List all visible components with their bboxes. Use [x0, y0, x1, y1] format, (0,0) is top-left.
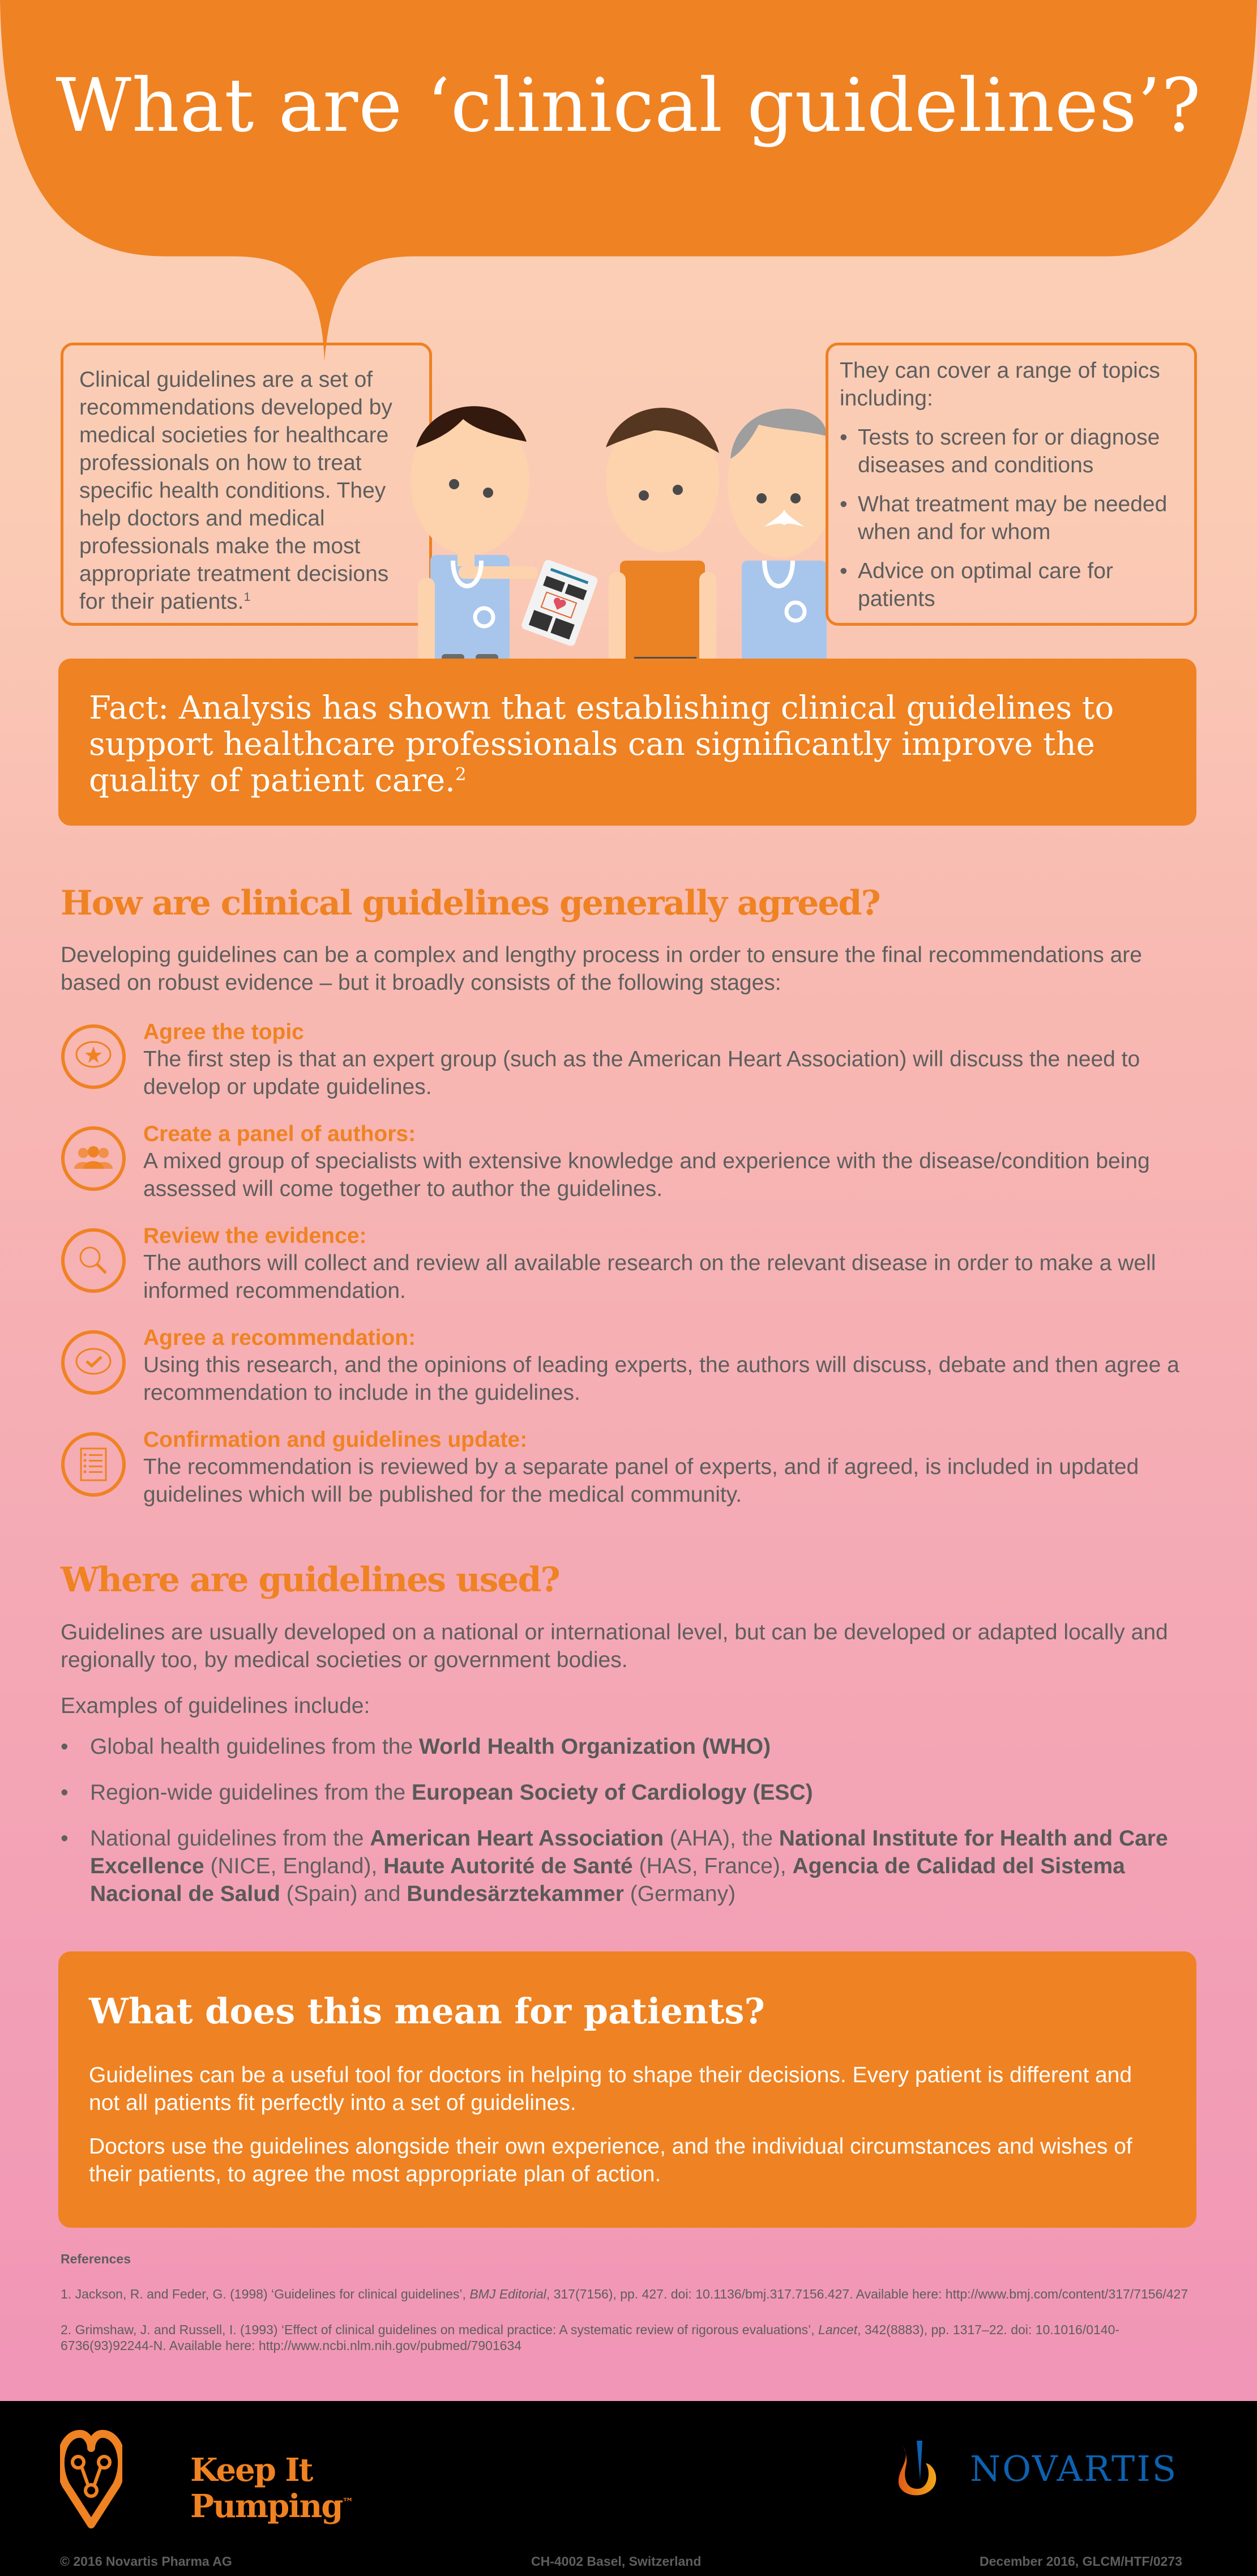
- example-item: [61, 1779, 1199, 1806]
- example-text: Region-wide guidelines from the: [90, 1780, 412, 1805]
- reference-text: , 342(8883), pp. 1317–22. doi: 10.1016/0140-6736(93)92244-N. Available here: http://www.ncbi.nlm.nih.gov/pubmed/7901634: [61, 2322, 1120, 2353]
- stage-agree-recommendation: [61, 1325, 1199, 1410]
- reference-text: 2. Grimshaw, J. and Russell, I. (1993) ‘Effect of clinical guidelines on medical practice: A systematic review of rigorous evaluations’,: [61, 2322, 819, 2337]
- stage-description: The first step is that an expert group (such as the American Heart Association) will discuss the need to develop or update guidelines.: [143, 1047, 1140, 1099]
- example-item: [61, 1733, 1199, 1761]
- stage-description: The recommendation is reviewed by a separate panel of experts, and if agreed, is included in updated guidelines which will be published for the medical community.: [143, 1455, 1139, 1507]
- patient-figure: [606, 408, 719, 663]
- organization-name: Haute Autorité de Santé: [383, 1854, 633, 1878]
- example-item: [61, 1825, 1199, 1908]
- wordmark-line: Keep It: [190, 2451, 313, 2489]
- topic-item: • Advice on optimal care for patients: [840, 557, 1183, 613]
- heart-circuit-icon: [60, 2423, 122, 2530]
- stage-title: Agree the topic: [143, 1020, 304, 1044]
- topics-box: [826, 343, 1197, 626]
- references-heading: References: [61, 2252, 131, 2266]
- doctor-senior-figure: [728, 409, 827, 663]
- header-banner: [0, 0, 1257, 362]
- novartis-logo: [892, 2438, 1209, 2500]
- journal-name: BMJ Editorial: [469, 2287, 546, 2301]
- organization-name: European Society of Cardiology (ESC): [411, 1780, 813, 1805]
- speech-bubble-shape: [0, 0, 1257, 362]
- stage-description: A mixed group of specialists with extensive knowledge and experience with the disease/condition being assessed will come together to author the guidelines.: [143, 1149, 1150, 1201]
- reference-marker: 1: [243, 590, 251, 604]
- stage-title: Agree a recommendation:: [143, 1326, 416, 1350]
- copyright-text: © 2016 Novartis Pharma AG: [60, 2554, 232, 2569]
- organization-name: Agencia de Calidad del Sistema Nacional de Salud: [90, 1854, 1125, 1906]
- patients-heading: What does this mean for patients?: [89, 1990, 765, 2032]
- stage-create-panel: [61, 1121, 1199, 1206]
- example-text: (HAS, France),: [632, 1854, 793, 1878]
- keep-it-pumping-wordmark: [190, 2452, 352, 2524]
- usage-heading: Where are guidelines used?: [61, 1560, 559, 1600]
- fact-callout: [58, 659, 1196, 826]
- stage-review-evidence: [61, 1223, 1199, 1308]
- patients-callout: [58, 1951, 1196, 2228]
- example-text: (Germany): [623, 1882, 736, 1906]
- reference-marker: 2: [455, 764, 467, 785]
- example-text: (NICE, England),: [204, 1854, 384, 1878]
- process-heading: How are clinical guidelines generally agreed?: [61, 883, 880, 923]
- topics-list: [840, 424, 1183, 613]
- topic-item: • What treatment may be needed when and for whom: [840, 490, 1183, 546]
- trademark-mark: ™: [342, 2495, 353, 2509]
- magnifier-icon: [61, 1228, 126, 1293]
- process-intro: Developing guidelines can be a complex and lengthy process in order to ensure the final recommendations are based on robust evidence – but it broadly consists of the following stages:: [61, 943, 1142, 995]
- stage-title: Create a panel of authors:: [143, 1122, 416, 1146]
- stage-description: Using this research, and the opinions of leading experts, the authors will discuss, debate and then agree a recommendation to include in the guidelines.: [143, 1353, 1179, 1405]
- doctors-patient-illustration: [396, 374, 827, 663]
- speech-star-icon: [61, 1024, 126, 1090]
- examples-lead: Examples of guidelines include:: [61, 1694, 370, 1718]
- reference-item: [61, 2286, 1199, 2302]
- reference-text: 1. Jackson, R. and Feder, G. (1998) ‘Guidelines for clinical guidelines’,: [61, 2287, 470, 2301]
- examples-list: [61, 1733, 1199, 1926]
- reference-text: , 317(7156), pp. 427. doi: 10.1136/bmj.317.7156.427. Available here: http://www.bmj.com/content/317/7156/427: [546, 2287, 1188, 2301]
- keep-it-pumping-logo: [60, 2423, 377, 2530]
- wordmark-line: Pumping: [190, 2488, 343, 2525]
- example-text: (AHA), the: [664, 1826, 779, 1851]
- stage-description: The authors will collect and review all available research on the relevant disease in order to make a well informed recommendation.: [143, 1251, 1156, 1303]
- example-text: (Spain) and: [280, 1882, 407, 1906]
- references: [61, 2251, 1199, 2373]
- example-text: Global health guidelines from the: [90, 1735, 420, 1759]
- definition-text: Clinical guidelines are a set of recommendations developed by medical societies for healthcare professionals on how to treat specific health conditions. They help doctors and medical professionals make the most appropriate treatment decisions for their patients.: [79, 368, 392, 614]
- document-code: December 2016, GLCM/HTF/0273: [980, 2554, 1182, 2569]
- fact-text: Fact: Analysis has shown that establishing clinical guidelines to support healthcare professionals can significantly improve the quality of patient care.: [89, 690, 1114, 799]
- reference-item: [61, 2322, 1199, 2353]
- usage-intro: Guidelines are usually developed on a national or international level, but can be developed or adapted locally and regionally too, by medical societies or government bodies.: [61, 1620, 1168, 1672]
- definition-box: [61, 343, 432, 626]
- page-title: What are ‘clinical guidelines’?: [55, 62, 1202, 148]
- stage-agree-topic: [61, 1019, 1199, 1104]
- organization-name: World Health Organization (WHO): [419, 1735, 771, 1759]
- stage-title: Confirmation and guidelines update:: [143, 1428, 528, 1452]
- organization-name: National Institute for Health and Care Excellence: [90, 1826, 1168, 1878]
- topics-lead: They can cover a range of topics including:: [840, 358, 1160, 411]
- example-text: National guidelines from the: [90, 1826, 370, 1851]
- organization-name: Bundesärztekammer: [407, 1882, 624, 1906]
- address-text: CH-4002 Basel, Switzerland: [531, 2554, 702, 2569]
- novartis-flame-icon: [892, 2438, 954, 2500]
- organization-name: American Heart Association: [370, 1826, 664, 1851]
- journal-name: Lancet: [818, 2322, 858, 2337]
- novartis-wordmark: NOVARTIS: [970, 2448, 1178, 2489]
- stage-title: Review the evidence:: [143, 1224, 367, 1248]
- footer: [0, 2401, 1257, 2576]
- topic-item: • Tests to screen for or diagnose diseases and conditions: [840, 424, 1183, 479]
- speech-check-icon: [61, 1330, 126, 1395]
- patients-paragraph: Doctors use the guidelines alongside their own experience, and the individual circumstances and wishes of their patients, to agree the most appropriate plan of action.: [89, 2134, 1132, 2186]
- stage-confirmation-update: [61, 1427, 1199, 1512]
- doctor-young-figure: [411, 406, 538, 663]
- patients-paragraph: Guidelines can be a useful tool for doctors in helping to shape their decisions. Every patient is different and not all patients fit perfectly into a set of guidelines.: [89, 2063, 1132, 2115]
- checklist-icon: [61, 1432, 126, 1497]
- group-people-icon: [61, 1126, 126, 1191]
